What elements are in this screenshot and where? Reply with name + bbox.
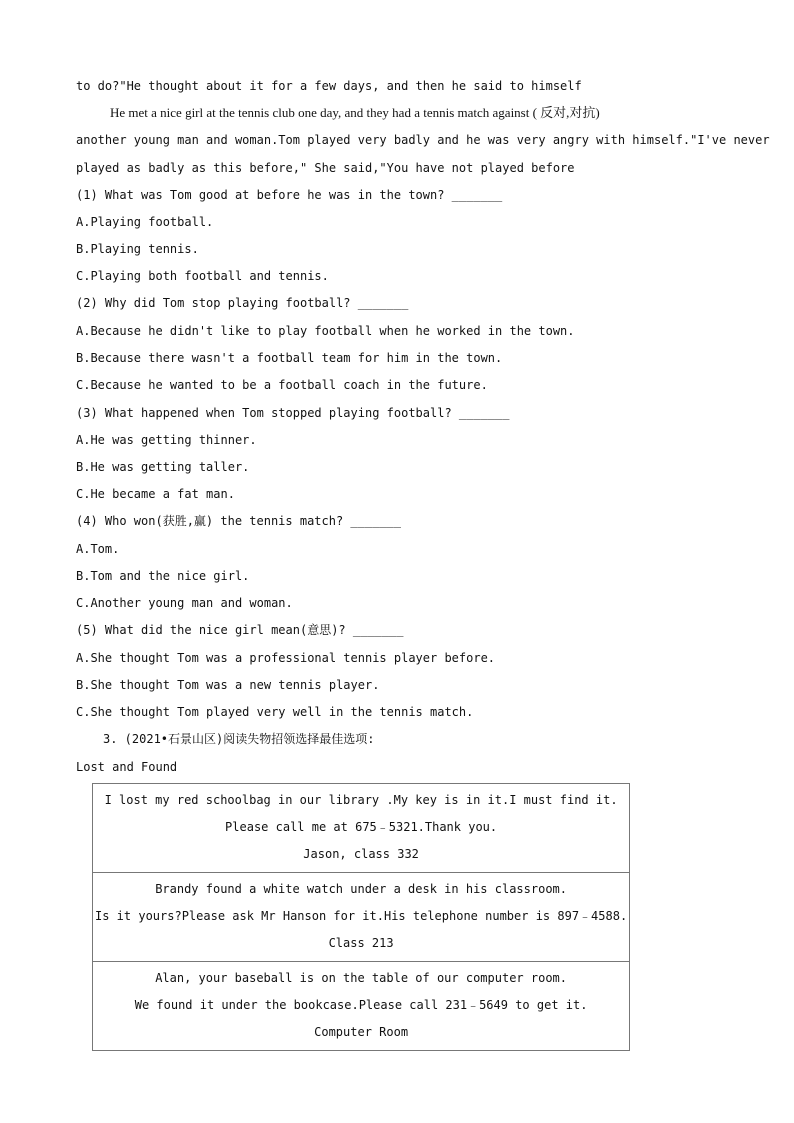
question-stem: (5) What did the nice girl mean(意思)? _______ — [76, 623, 404, 637]
answer-option: A.Playing football. — [76, 215, 214, 229]
answer-option: B.Tom and the nice girl. — [76, 569, 250, 583]
question-stem: (2) Why did Tom stop playing football? _______ — [76, 296, 409, 310]
answer-option: A.She thought Tom was a professional tennis player before. — [76, 651, 496, 665]
passage-line: He met a nice girl at the tennis club one day, and they had a tennis match against ( 反对,对抗) — [110, 105, 600, 120]
answer-option: A.He was getting thinner. — [76, 433, 257, 447]
answer-option: A.Tom. — [76, 542, 120, 556]
notice-line: Please call me at 675﹣5321.Thank you. — [225, 820, 498, 834]
passage-line: another young man and woman.Tom played very badly and he was very angry with himself."I've never — [76, 133, 770, 147]
lost-and-found-table — [92, 783, 630, 1051]
answer-option: C.Another young man and woman. — [76, 596, 293, 610]
passage-line: played as badly as this before," She said,"You have not played before — [76, 161, 575, 175]
notice-line: We found it under the bookcase.Please call 231﹣5649 to get it. — [134, 998, 588, 1012]
answer-option: C.He became a fat man. — [76, 487, 235, 501]
answer-option: A.Because he didn't like to play football when he worked in the town. — [76, 324, 575, 338]
notice-row — [93, 784, 630, 873]
section-heading: 3. (2021•石景山区)阅读失物招领选择最佳选项: — [103, 732, 375, 746]
notice-line: Computer Room — [314, 1025, 409, 1039]
passage-line: to do?"He thought about it for a few days, and then he said to himself — [76, 79, 582, 93]
answer-option: B.Playing tennis. — [76, 242, 199, 256]
question-stem: (1) What was Tom good at before he was in the town? _______ — [76, 188, 503, 202]
notice-line: Alan, your baseball is on the table of our computer room. — [155, 971, 567, 985]
question-stem: (3) What happened when Tom stopped playing football? _______ — [76, 406, 510, 420]
lost-and-found-title: Lost and Found — [76, 760, 178, 774]
notice-cell — [93, 873, 630, 962]
answer-option: C.Because he wanted to be a football coach in the future. — [76, 378, 488, 392]
answer-option: B.Because there wasn't a football team for him in the town. — [76, 351, 503, 365]
answer-option: C.She thought Tom played very well in the tennis match. — [76, 705, 474, 719]
answer-option: C.Playing both football and tennis. — [76, 269, 329, 283]
notice-line: Is it yours?Please ask Mr Hanson for it.His telephone number is 897﹣4588. — [95, 909, 628, 923]
notice-row — [93, 873, 630, 962]
notice-cell — [93, 962, 630, 1051]
notice-cell — [93, 784, 630, 873]
notice-line: Brandy found a white watch under a desk in his classroom. — [155, 882, 567, 896]
answer-option: B.She thought Tom was a new tennis player. — [76, 678, 380, 692]
answer-option: B.He was getting taller. — [76, 460, 250, 474]
notice-line: Jason, class 332 — [303, 847, 419, 861]
notice-line: I lost my red schoolbag in our library .My key is in it.I must find it. — [104, 793, 618, 807]
notice-row — [93, 962, 630, 1051]
notice-line: Class 213 — [328, 936, 394, 950]
question-stem: (4) Who won(获胜,赢) the tennis match? _______ — [76, 514, 401, 528]
